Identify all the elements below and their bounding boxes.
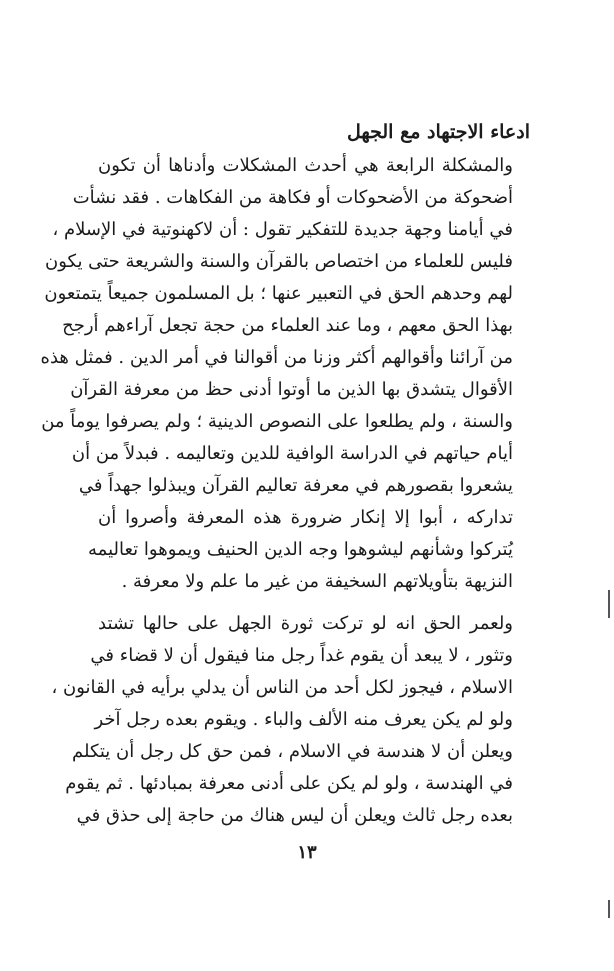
paragraph-2	[51, 608, 513, 832]
text-line: ولو لم يكن يعرف منه الألف والباء . ويقوم بعده رجل آخر	[94, 709, 513, 730]
text-line: يُتركوا وشأنهم ليشوهوا وجه الدين الحنيف ويموهوا تعاليمه	[88, 539, 513, 560]
text-line: من آرائنا وأقوالهم أكثر وزنا من أقوالنا في أمر الدين . فمثل هذه	[40, 347, 513, 368]
text-line: فليس للعلماء من اختصاص بالقرآن والسنة والشريعة حتى يكون	[44, 251, 513, 272]
text-line: في أيامنا وجهة جديدة للتفكير تقول : أن لاكهنوتية في الإسلام ،	[52, 219, 513, 240]
text-line: أيام حياتهم في الدراسة الوافية للدين وتعاليمه . فبدلاً من أن	[71, 443, 513, 464]
text-line: ويعلن أن لا هندسة في الاسلام ، فمن حق كل رجل أن يتكلم	[72, 741, 513, 762]
text-line: الاسلام ، فيجوز لكل أحد من الناس أن يدلي برأيه في القانون ،	[51, 677, 513, 698]
text-line: لهم وحدهم الحق في التعبير عنها ؛ بل المسلمون جميعاً يتمتعون	[44, 283, 513, 304]
text-line: تداركه ، أبوا إلا إنكار ضرورة هذه المعرفة وأصروا أن	[98, 507, 513, 528]
text-line: النزيهة بتأويلاتهم السخيفة من غير ما علم ولا معرفة .	[121, 571, 513, 592]
text-line: في الهندسة ، ولو لم يكن على أدنى معرفة بمبادئها . ثم يقوم	[65, 773, 513, 794]
text-line: يشعروا بقصورهم في معرفة تعاليم القرآن ويبذلوا جهداً في	[78, 475, 513, 496]
text-line: والسنة ، ولم يطلعوا على النصوص الدينية ؛ ولم يصرفوا يوماً من	[41, 411, 513, 432]
text-line: أضحوكة من الأضحوكات أو فكاهة من الفكاهات . فقد نشأت	[72, 187, 513, 208]
text-line: ولعمر الحق انه لو تركت ثورة الجهل على حالها تشتد	[98, 613, 513, 634]
text-line: الأقوال يتشدق بها الذين ما أوتوا أدنى حظ من معرفة القرآن	[70, 379, 513, 400]
scan-mark	[608, 900, 610, 918]
section-title: ادعاء الاجتهاد مع الجهل	[346, 121, 530, 143]
scan-mark	[608, 590, 610, 618]
text-line: بعده رجل ثالث ويعلن أن ليس هناك من حاجة إلى حذق في	[76, 805, 513, 826]
text-line: بهذا الحق معهم ، وما عند العلماء من حجة تجعل آراءهم أرجح	[62, 315, 513, 336]
text-line: وتثور ، لا يبعد أن يقوم غداً رجل منا فيقول أن لا قضاء في	[90, 645, 513, 666]
page-number: ١٣	[297, 842, 317, 863]
paragraph-1	[40, 150, 513, 598]
text-line: والمشكلة الرابعة هي أحدث المشكلات وأدناها أن تكون	[98, 155, 513, 176]
